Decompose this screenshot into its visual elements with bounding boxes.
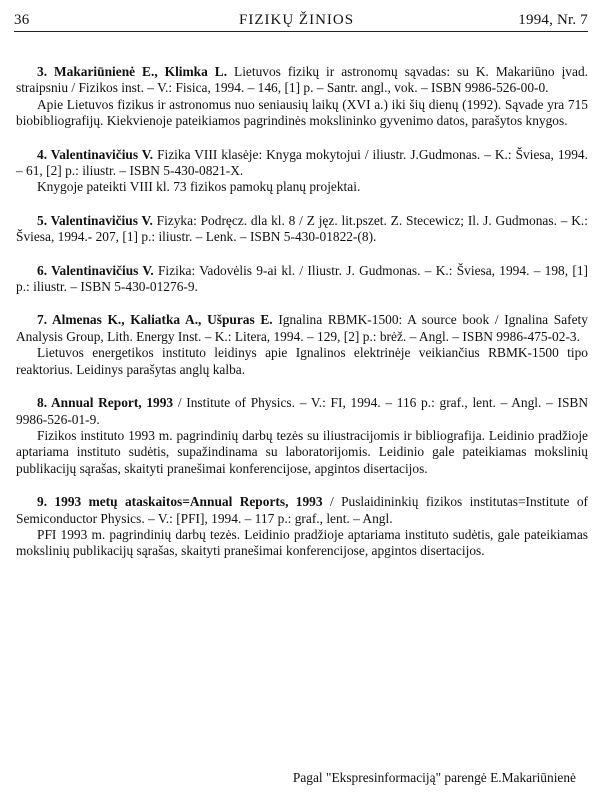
entry-citation-text: / Puslaidininkių fizikos institutas=Institute of Semiconductor Physics. – V.: [PFI], 1994. – 117 p.: graf., lent. – Angl. [16, 494, 588, 526]
bibliography-entry [16, 312, 588, 378]
entry-citation [16, 213, 588, 246]
header-rule [14, 31, 588, 32]
entry-author: 9. 1993 metų ataskaitos=Annual Reports, 1993 [37, 494, 323, 510]
entry-annotation: Fizikos instituto 1993 m. pagrindinių darbų tezės su iliustracijomis ir bibliografija. Leidinio pradžioje aptariama instituto sudėtis, supažindinama su laboratorijomis. Leidinio gale pateikiamas mokslinių publikacijų sąrašas, skaityti pranešimai konferencijose, apgintos disertacijos. [16, 427, 588, 476]
entry-annotation: PFI 1993 m. pagrindinių darbų tezės. Leidinio pradžioje aptariama instituto sudėtis, gale pateikiamas mokslinių publikacijų sąrašas, skaityti pranešimai konferencijose, apgintos disertacijos. [16, 526, 588, 559]
entry-citation [16, 395, 588, 428]
entry-annotation: Knygoje pateikti VIII kl. 73 fizikos pamokų planų projektai. [37, 179, 361, 195]
entry-author: 4. Valentinavičius V. [37, 146, 154, 162]
journal-title: FIZIKŲ ŽINIOS [239, 12, 355, 28]
entry-citation-text: Fizika VIII klasėje: Knyga mokytojui / iliustr. J.Gudmonas. – K.: Šviesa, 1994. – 61, [2] p.: iliustr. – ISBN 5-430-0821-X. [16, 146, 588, 179]
bibliography-entry [16, 395, 588, 477]
issue-label: 1994, Nr. 7 [518, 12, 588, 28]
compiler-credit: Pagal "Ekspresinformaciją" parengė E.Makariūnienė [292, 770, 576, 785]
entry-author: 8. Annual Report, 1993 [37, 395, 174, 411]
entry-citation [16, 312, 588, 345]
entry-citation-text: Ignalina RBMK-1500: A source book / Ignalina Safety Analysis Group, Lith. Energy Inst. – K.: Litera, 1994. – 129, [2] p.: brėž. – Angl. – ISBN 9986-475-02-3. [16, 312, 588, 344]
bibliography-entry [16, 263, 588, 296]
bibliography-entry [16, 64, 588, 130]
entry-citation [16, 263, 588, 296]
entry-citation [16, 64, 588, 97]
page-header [14, 12, 588, 30]
page-number: 36 [14, 12, 30, 28]
entry-citation-text: Fizika: Vadovėlis 9-ai kl. / Iliustr. J. Gudmonas. – K.: Šviesa, 1994. – 198, [1] p.: iliustr. – ISBN 5-430-01276-9. [16, 262, 588, 295]
entry-citation-text: Lietuvos fizikų ir astronomų sąvadas: su K. Makariūno įvad. straipsniu / Fizikos inst. – V.: Fisica, 1994. – 146, [1] p. – Santr. angl., vok. – ISBN 9986-526-00-0. [16, 64, 588, 96]
entry-annotation: Apie Lietuvos fizikus ir astronomus nuo seniausių laikų (XVI a.) iki šių dienų (1992). Sąvade yra 715 biobibliografijų. Kiekvienoje pateikiamos pagrindinės mokslininko gyvenimo datos, parašytos knygos. [16, 96, 588, 129]
entry-author: 7. Almenas K., Kaliatka A., Ušpuras E. [37, 312, 273, 328]
entry-citation [16, 494, 588, 527]
entry-citation-text: Fizyka: Podręcz. dla kl. 8 / Z jęz. lit.pszet. Z. Stecewicz; Il. J. Gudmonas. – K.: Šviesa, 1994.- 207, [1] p.: iliustr. – Lenk. – ISBN 5-430-01822-(8). [16, 212, 588, 245]
entry-annotation: Lietuvos energetikos instituto leidinys apie Ignalinos elektrinėje veikiančius RBMK-1500 tipo reaktorius. Leidinys parašytas anglų kalba. [16, 345, 588, 377]
bibliography-entry [16, 147, 588, 196]
entry-author: 5. Valentinavičius V. [37, 212, 153, 228]
bibliography-list [16, 64, 588, 577]
entry-author: 6. Valentinavičius V. [37, 262, 154, 278]
bibliography-entry [16, 494, 588, 560]
bibliography-entry [16, 213, 588, 246]
entry-citation [16, 147, 588, 180]
entry-citation-text: / Institute of Physics. – V.: FI, 1994. – 116 p.: graf., lent. – Angl. – ISBN 9986-526-01-9. [16, 395, 588, 427]
entry-author: 3. Makariūnienė E., Klimka L. [37, 64, 228, 79]
